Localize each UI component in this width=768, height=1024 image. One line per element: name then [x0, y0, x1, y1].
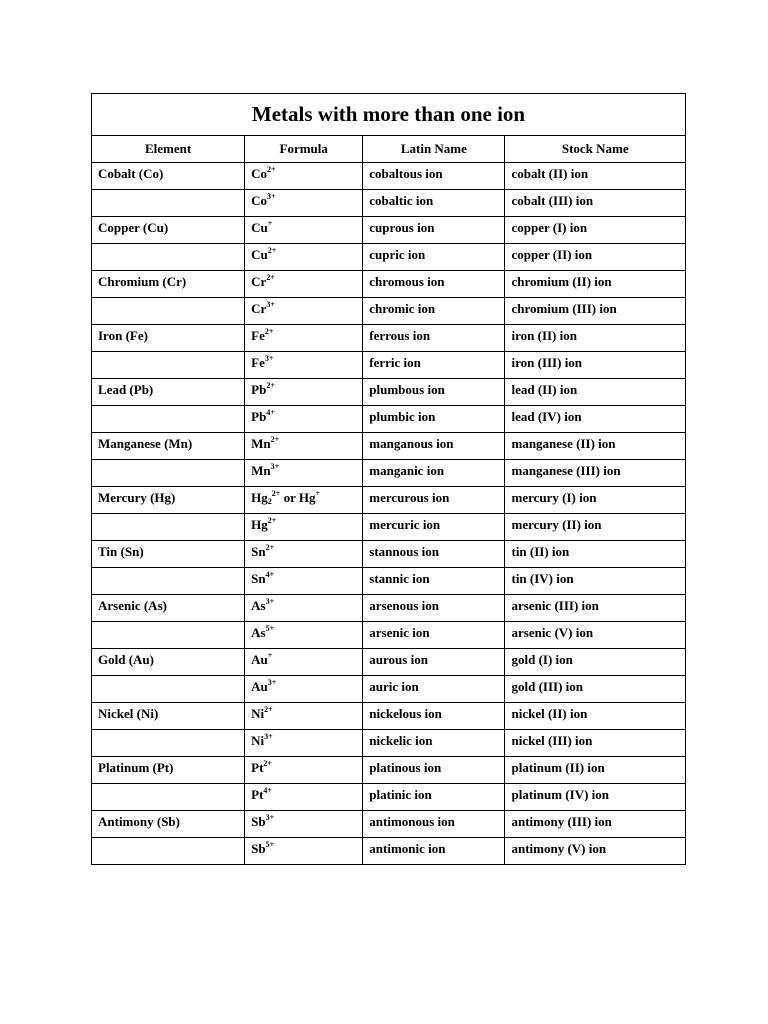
formula-cell	[245, 406, 363, 433]
formula-cell	[245, 541, 363, 568]
formula-cell	[245, 676, 363, 703]
column-header-stock-name: Stock Name	[505, 136, 686, 163]
formula-cell	[245, 271, 363, 298]
element-cell	[92, 514, 245, 541]
latin-name-cell: auric ion	[363, 676, 505, 703]
metals-ions-table	[91, 93, 686, 865]
formula-cell	[245, 811, 363, 838]
formula-cell	[245, 298, 363, 325]
formula-symbol: Hg	[251, 517, 268, 532]
formula-charge: 4+	[266, 408, 275, 417]
table-row	[92, 703, 686, 730]
stock-name-cell: platinum (IV) ion	[505, 784, 686, 811]
formula-cell	[245, 352, 363, 379]
table-row	[92, 379, 686, 406]
latin-name-cell: antimonous ion	[363, 811, 505, 838]
element-cell: Iron (Fe)	[92, 325, 245, 352]
latin-name-cell: nickelic ion	[363, 730, 505, 757]
title-row	[92, 94, 686, 136]
stock-name-cell: iron (II) ion	[505, 325, 686, 352]
table-row	[92, 271, 686, 298]
formula-cell	[245, 595, 363, 622]
stock-name-cell: manganese (III) ion	[505, 460, 686, 487]
formula-cell	[245, 379, 363, 406]
formula-symbol: As	[251, 625, 266, 640]
stock-name-cell: cobalt (III) ion	[505, 190, 686, 217]
latin-name-cell: cobaltous ion	[363, 163, 505, 190]
table-row	[92, 676, 686, 703]
element-cell	[92, 622, 245, 649]
table-row	[92, 298, 686, 325]
table-row	[92, 514, 686, 541]
element-cell: Gold (Au)	[92, 649, 245, 676]
stock-name-cell: chromium (III) ion	[505, 298, 686, 325]
latin-name-cell: cobaltic ion	[363, 190, 505, 217]
formula-charge: 3+	[265, 813, 275, 822]
formula-cell	[245, 784, 363, 811]
element-cell: Copper (Cu)	[92, 217, 245, 244]
latin-name-cell: nickelous ion	[363, 703, 505, 730]
stock-name-cell: lead (II) ion	[505, 379, 686, 406]
formula-symbol: Sn	[251, 571, 266, 586]
element-cell	[92, 244, 245, 271]
table-row	[92, 325, 686, 352]
formula-cell	[245, 487, 363, 514]
element-cell: Mercury (Hg)	[92, 487, 245, 514]
element-cell	[92, 352, 245, 379]
formula-symbol: Pt	[251, 760, 264, 775]
latin-name-cell: arsenous ion	[363, 595, 505, 622]
formula-symbol: Cu	[251, 247, 268, 262]
table-row	[92, 757, 686, 784]
latin-name-cell: arsenic ion	[363, 622, 505, 649]
formula-subscript: 2	[267, 497, 272, 506]
stock-name-cell: antimony (V) ion	[505, 838, 686, 865]
formula-charge: +	[267, 219, 273, 228]
element-cell	[92, 460, 245, 487]
table-row	[92, 649, 686, 676]
element-cell	[92, 730, 245, 757]
element-cell: Chromium (Cr)	[92, 271, 245, 298]
stock-name-cell: antimony (III) ion	[505, 811, 686, 838]
formula-charge: 2+	[266, 381, 275, 390]
element-cell: Nickel (Ni)	[92, 703, 245, 730]
table-row	[92, 163, 686, 190]
element-cell: Cobalt (Co)	[92, 163, 245, 190]
formula-cell	[245, 703, 363, 730]
formula-symbol: Fe	[251, 328, 265, 343]
stock-name-cell: copper (II) ion	[505, 244, 686, 271]
formula-cell	[245, 514, 363, 541]
formula-cell	[245, 190, 363, 217]
formula-symbol: Sb	[251, 841, 266, 856]
formula-charge: 4+	[263, 786, 272, 795]
formula-charge: 3+	[266, 300, 275, 309]
latin-name-cell: chromous ion	[363, 271, 505, 298]
formula-symbol: Mn	[251, 463, 271, 478]
formula-charge: 3+	[265, 597, 275, 606]
stock-name-cell: gold (I) ion	[505, 649, 686, 676]
formula-alt-text: or Hg	[280, 490, 316, 505]
formula-charge: 3+	[267, 192, 276, 201]
formula-charge: 2+	[264, 327, 274, 336]
latin-name-cell: mercuric ion	[363, 514, 505, 541]
element-cell: Arsenic (As)	[92, 595, 245, 622]
formula-charge: 2+	[266, 273, 275, 282]
table-row	[92, 622, 686, 649]
latin-name-cell: chromic ion	[363, 298, 505, 325]
latin-name-cell: ferric ion	[363, 352, 505, 379]
formula-symbol: Pb	[251, 382, 267, 397]
stock-name-cell: iron (III) ion	[505, 352, 686, 379]
latin-name-cell: manganic ion	[363, 460, 505, 487]
stock-name-cell: platinum (II) ion	[505, 757, 686, 784]
stock-name-cell: mercury (II) ion	[505, 514, 686, 541]
formula-symbol: Sb	[251, 814, 266, 829]
element-cell: Lead (Pb)	[92, 379, 245, 406]
stock-name-cell: mercury (I) ion	[505, 487, 686, 514]
formula-charge: 3+	[264, 354, 274, 363]
column-header-latin-name: Latin Name	[363, 136, 505, 163]
formula-charge: 2+	[267, 516, 277, 525]
table-row	[92, 487, 686, 514]
stock-name-cell: gold (III) ion	[505, 676, 686, 703]
formula-cell	[245, 649, 363, 676]
formula-symbol: Cr	[251, 301, 267, 316]
table-row	[92, 352, 686, 379]
formula-symbol: Co	[251, 166, 268, 181]
formula-charge: 3+	[270, 462, 280, 471]
latin-name-cell: ferrous ion	[363, 325, 505, 352]
latin-name-cell: plumbic ion	[363, 406, 505, 433]
latin-name-cell: cuprous ion	[363, 217, 505, 244]
formula-charge: 5+	[265, 840, 275, 849]
latin-name-cell: stannous ion	[363, 541, 505, 568]
column-header-formula: Formula	[245, 136, 363, 163]
table-row	[92, 838, 686, 865]
element-cell	[92, 568, 245, 595]
formula-symbol: Pb	[251, 409, 267, 424]
formula-symbol: Au	[251, 679, 268, 694]
table-row	[92, 217, 686, 244]
formula-symbol: Co	[251, 193, 268, 208]
formula-charge: 2+	[270, 435, 280, 444]
formula-cell	[245, 460, 363, 487]
formula-charge: 2+	[265, 543, 275, 552]
formula-charge: 2+	[267, 246, 277, 255]
element-cell	[92, 838, 245, 865]
element-cell: Tin (Sn)	[92, 541, 245, 568]
table-row	[92, 811, 686, 838]
table-row	[92, 541, 686, 568]
latin-name-cell: platinic ion	[363, 784, 505, 811]
stock-name-cell: arsenic (V) ion	[505, 622, 686, 649]
formula-cell	[245, 730, 363, 757]
table-row	[92, 460, 686, 487]
formula-symbol: Fe	[251, 355, 265, 370]
formula-symbol: As	[251, 598, 266, 613]
stock-name-cell: copper (I) ion	[505, 217, 686, 244]
table-row	[92, 406, 686, 433]
formula-cell	[245, 838, 363, 865]
stock-name-cell: cobalt (II) ion	[505, 163, 686, 190]
formula-symbol: Ni	[251, 733, 265, 748]
table-row	[92, 730, 686, 757]
formula-charge: 2+	[271, 489, 281, 498]
table-row	[92, 784, 686, 811]
element-cell: Manganese (Mn)	[92, 433, 245, 460]
latin-name-cell: cupric ion	[363, 244, 505, 271]
element-cell	[92, 190, 245, 217]
latin-name-cell: aurous ion	[363, 649, 505, 676]
stock-name-cell: manganese (II) ion	[505, 433, 686, 460]
latin-name-cell: mercurous ion	[363, 487, 505, 514]
stock-name-cell: arsenic (III) ion	[505, 595, 686, 622]
latin-name-cell: stannic ion	[363, 568, 505, 595]
latin-name-cell: antimonic ion	[363, 838, 505, 865]
stock-name-cell: nickel (II) ion	[505, 703, 686, 730]
formula-symbol: Pt	[251, 787, 264, 802]
stock-name-cell: nickel (III) ion	[505, 730, 686, 757]
element-cell: Platinum (Pt)	[92, 757, 245, 784]
formula-cell	[245, 217, 363, 244]
formula-symbol: Ni	[251, 706, 265, 721]
stock-name-cell: lead (IV) ion	[505, 406, 686, 433]
formula-charge: 2+	[264, 705, 273, 714]
formula-cell	[245, 757, 363, 784]
formula-alt-charge: +	[315, 489, 321, 498]
formula-symbol: Mn	[251, 436, 271, 451]
latin-name-cell: manganous ion	[363, 433, 505, 460]
formula-symbol: Cu	[251, 220, 268, 235]
formula-charge: 2+	[267, 165, 276, 174]
column-header-element: Element	[92, 136, 245, 163]
formula-cell	[245, 325, 363, 352]
latin-name-cell: plumbous ion	[363, 379, 505, 406]
stock-name-cell: chromium (II) ion	[505, 271, 686, 298]
table-row	[92, 595, 686, 622]
formula-charge: 5+	[265, 624, 275, 633]
formula-charge: 4+	[265, 570, 275, 579]
element-cell	[92, 784, 245, 811]
formula-symbol: Au	[251, 652, 268, 667]
formula-cell	[245, 433, 363, 460]
formula-charge: 3+	[264, 732, 273, 741]
element-cell: Antimony (Sb)	[92, 811, 245, 838]
element-cell	[92, 406, 245, 433]
formula-cell	[245, 568, 363, 595]
element-cell	[92, 676, 245, 703]
table-row	[92, 190, 686, 217]
stock-name-cell: tin (IV) ion	[505, 568, 686, 595]
formula-symbol: Sn	[251, 544, 266, 559]
table-body	[92, 94, 686, 865]
formula-charge: +	[267, 651, 273, 660]
formula-charge: 3+	[267, 678, 277, 687]
table-row	[92, 433, 686, 460]
table-row	[92, 244, 686, 271]
formula-charge: 2+	[263, 759, 272, 768]
formula-symbol: Cr	[251, 274, 267, 289]
element-cell	[92, 298, 245, 325]
formula-cell	[245, 244, 363, 271]
table-row	[92, 568, 686, 595]
formula-symbol: Hg	[251, 490, 268, 505]
formula-cell	[245, 622, 363, 649]
header-row	[92, 136, 686, 163]
formula-cell	[245, 163, 363, 190]
latin-name-cell: platinous ion	[363, 757, 505, 784]
table-title: Metals with more than one ion	[92, 94, 686, 136]
stock-name-cell: tin (II) ion	[505, 541, 686, 568]
